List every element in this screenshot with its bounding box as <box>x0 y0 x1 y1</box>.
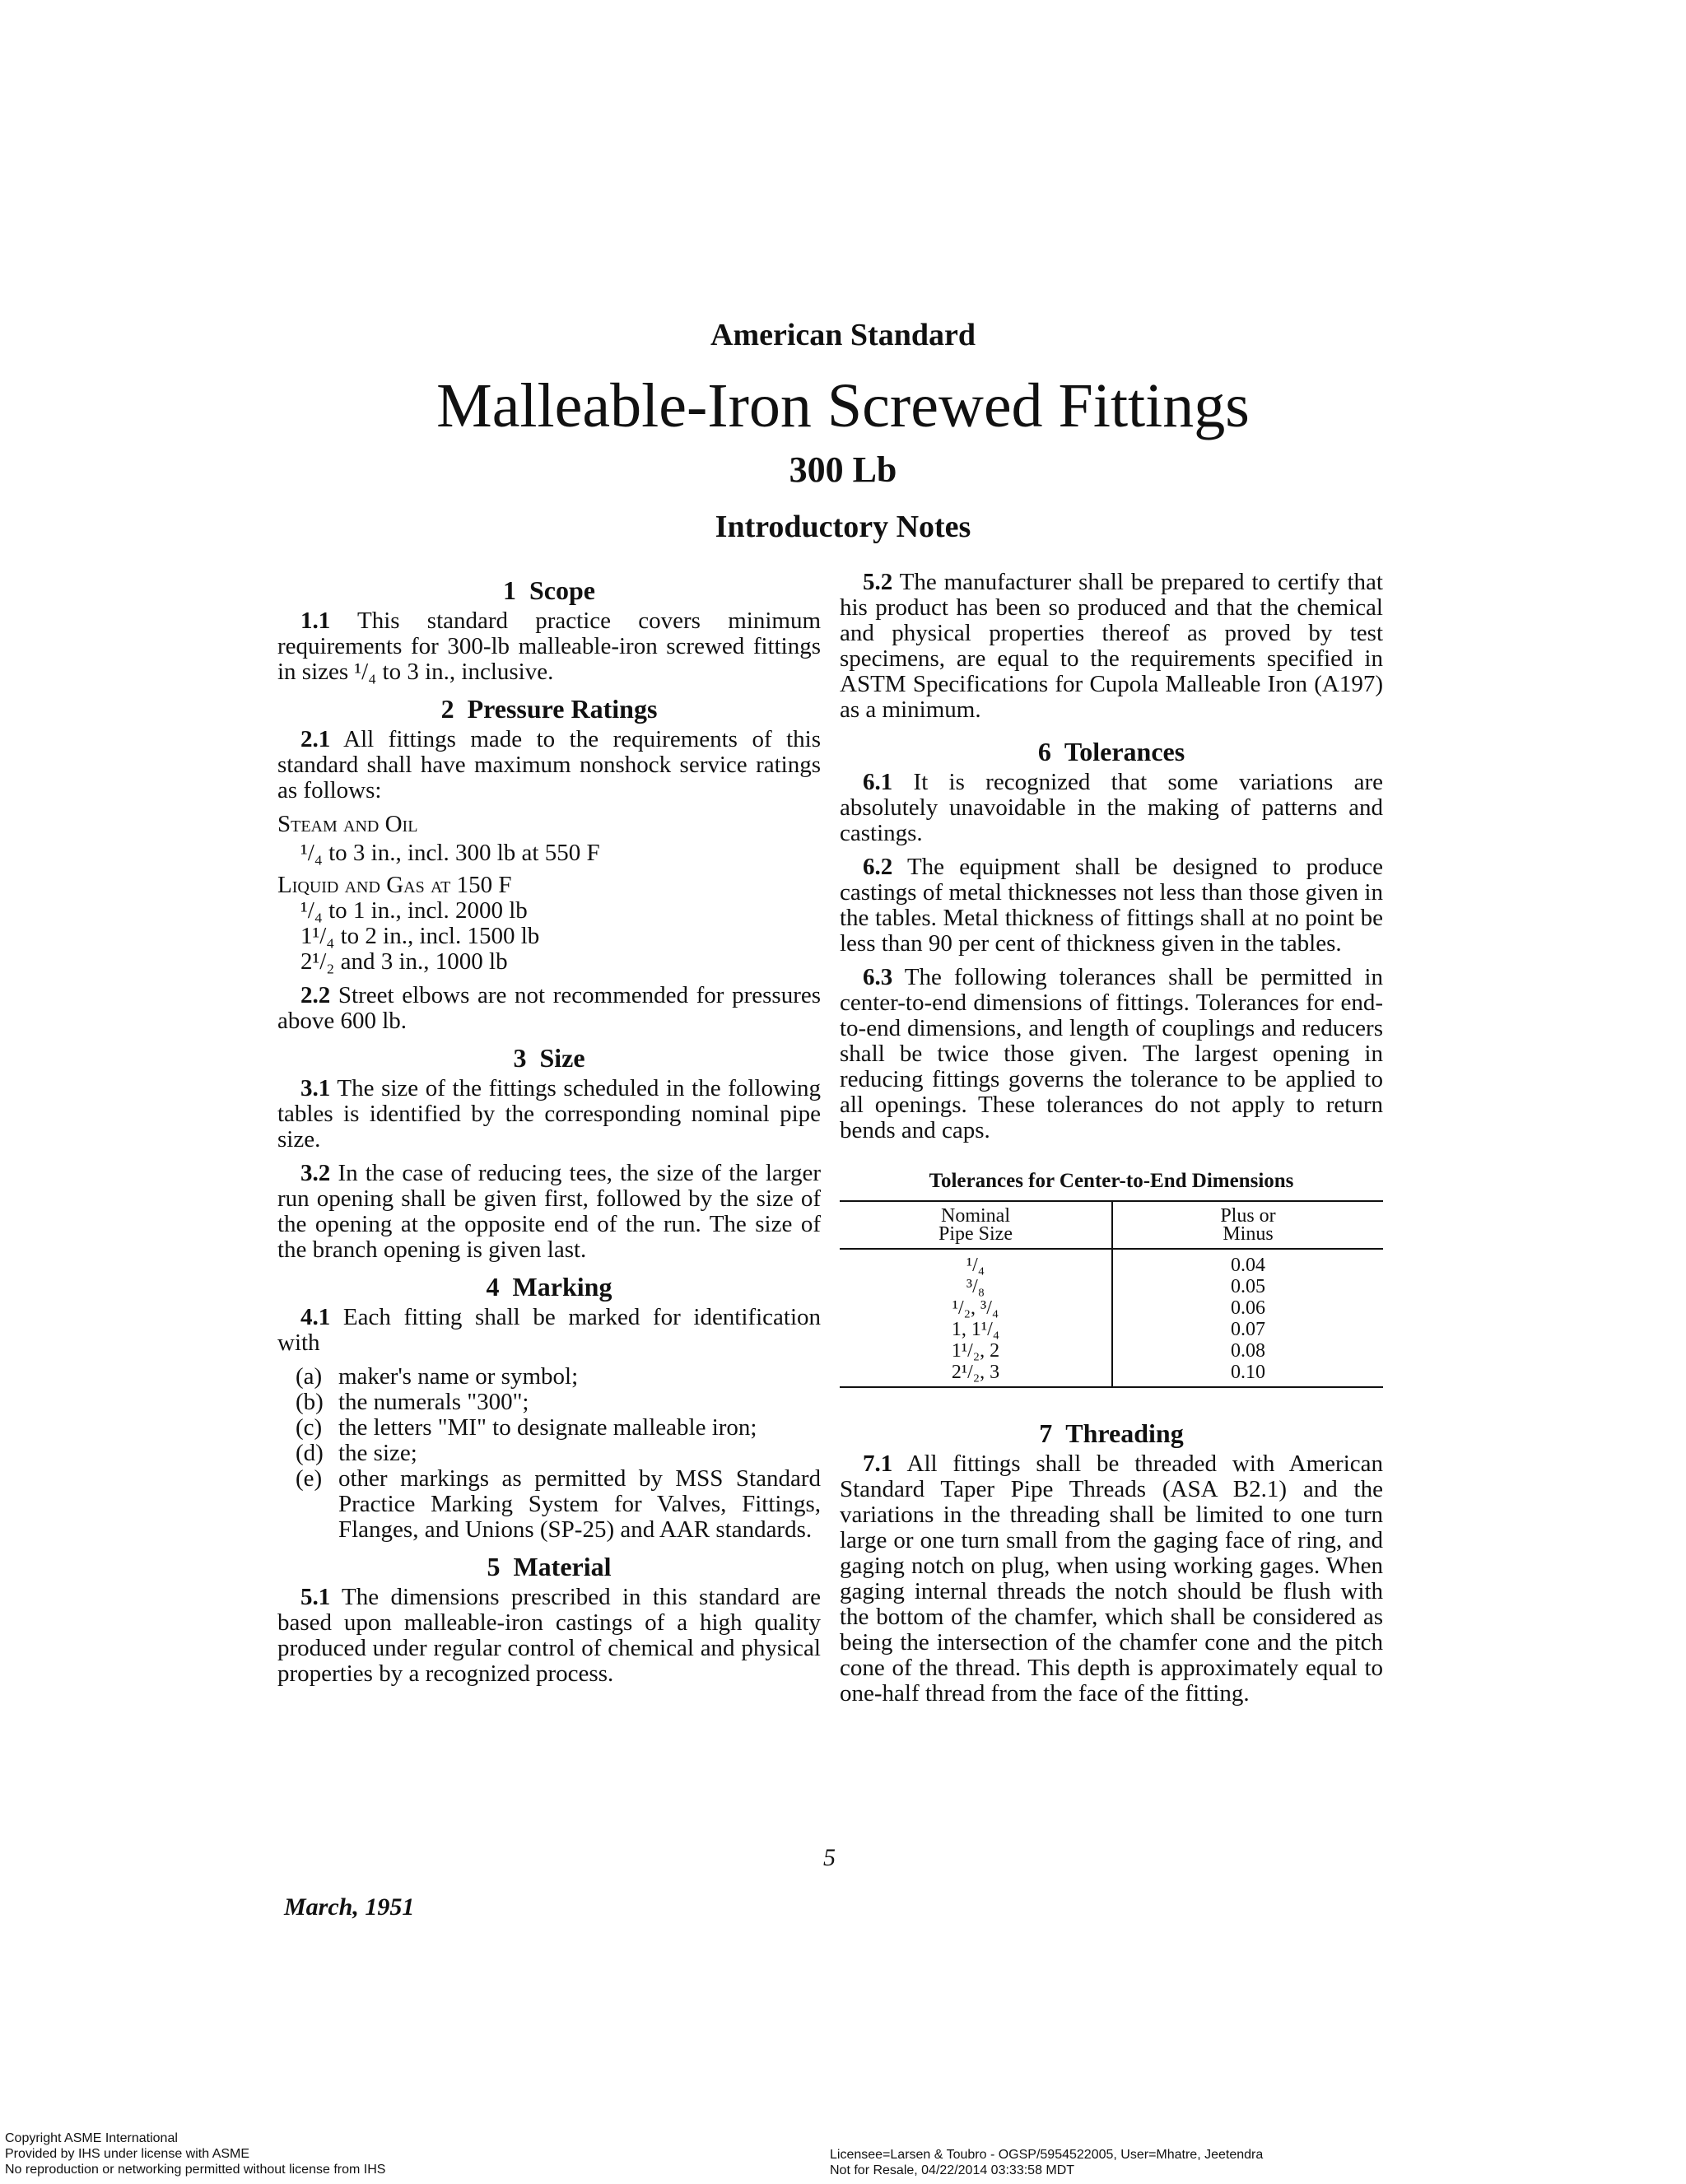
section-heading-size: 3 Size <box>513 1043 585 1073</box>
tolerance-table <box>840 1200 1383 1388</box>
column-header-nominal-pipe-size: Nominal Pipe Size <box>840 1201 1112 1249</box>
table-title: Tolerances for Center-to-End Dimensions <box>929 1170 1294 1192</box>
footer-copyright: Copyright ASME International Provided by IHS under license with ASME No reproduction or networking permitted without license from IHS <box>5 2131 386 2177</box>
paragraph-4-1: 4.1 Each fitting shall be marked for identification with <box>277 1304 821 1356</box>
steam-oil-rating: ¹/₄ to 3 in., incl. 300 lb at 550 F <box>300 840 600 866</box>
liquid-gas-rating: 1¹/₄ to 2 in., incl. 1500 lb <box>300 923 540 949</box>
footer-license: Licensee=Larsen & Toubro - OGSP/5954522005, User=Mhatre, Jeetendra Not for Resale, 04/22/2014 03:33:58 MDT <box>830 2148 1264 2177</box>
document-title: Malleable-Iron Screwed Fittings <box>436 371 1250 440</box>
pipe-size-cell: 1¹/₂, 2 <box>840 1340 1112 1362</box>
paragraph-3-2: 3.2 In the case of reducing tees, the size of the larger run opening shall be given first, followed by the size of the opening at the opposite end of the run. The size of the branch opening is given last. <box>277 1160 821 1263</box>
pipe-size-cell: ³/₈ <box>840 1276 1112 1297</box>
pipe-size-cell: 1, 1¹/₄ <box>840 1319 1112 1340</box>
liquid-gas-label: Liquid and Gas at 150 F <box>277 872 512 898</box>
tolerance-cell: 0.08 <box>1231 1340 1265 1362</box>
liquid-gas-rating: 2¹/₂ and 3 in., 1000 lb <box>300 948 508 975</box>
right-column <box>840 566 1383 1715</box>
section-heading-marking: 4 Marking <box>486 1272 612 1302</box>
paragraph-2-2: 2.2 Street elbows are not recommended for pressures above 600 lb. <box>277 982 822 1034</box>
paragraph-6-1: 6.1 It is recognized that some variations are absolutely unavoidable in the making of patterns and castings. <box>840 769 1384 846</box>
liquid-gas-rating: ¹/₄ to 1 in., incl. 2000 lb <box>300 897 528 924</box>
tolerance-cell: 0.07 <box>1231 1319 1265 1340</box>
table-row <box>840 1249 1383 1276</box>
table-header-row <box>840 1201 1383 1249</box>
section-heading-pressure-ratings: 2 Pressure Ratings <box>440 694 658 724</box>
tolerance-cell: 0.04 <box>1231 1255 1265 1276</box>
paragraph-6-3: 6.3 The following tolerances shall be permitted in center-to-end dimensions of fittings. Tolerances for end-to-end dimensions, and length of couplings and reducers shall be twice those given. The largest opening in reducing fittings governs the tolerance to be applied to all openings. These tolerances do not apply to return bends and caps. <box>840 964 1383 1143</box>
tolerance-cell: 0.06 <box>1231 1297 1265 1319</box>
table-row <box>840 1362 1383 1387</box>
document-subtitle: 300 Lb <box>789 449 897 490</box>
page-number: 5 <box>823 1844 836 1871</box>
paragraph-1-1: 1.1 This standard practice covers minimum requirements for 300-lb malleable-iron screwed fittings in sizes ¹/₄ to 3 in., inclusive. <box>277 608 822 685</box>
paragraph-3-1: 3.1 The size of the fittings scheduled in the following tables is identified by the corresponding nominal pipe size. <box>277 1075 821 1153</box>
paragraph-5-1: 5.1 The dimensions prescribed in this standard are based upon malleable-iron castings of a high quality produced under regular control of chemical and physical properties by a recognized process. <box>277 1584 821 1687</box>
section-heading-tolerances: 6 Tolerances <box>1037 737 1185 766</box>
marking-list-item: (a) maker's name or symbol; <box>296 1363 579 1390</box>
tolerance-cell: 0.10 <box>1112 1362 1383 1387</box>
paragraph-5-2: 5.2 The manufacturer shall be prepared to certify that his product has been so produced and that the chemical and physical properties thereof as proved by test specimens, are equal to the requirements specified in ASTM Specifications for Cupola Malleable Iron (A197) as a minimum. <box>840 569 1383 723</box>
issue-date: March, 1951 <box>284 1893 415 1921</box>
table-row <box>840 1319 1383 1340</box>
section-heading-scope: 1 Scope <box>503 575 595 605</box>
steam-oil-label: Steam and Oil <box>277 811 418 837</box>
pipe-size-cell: 2¹/₂, 3 <box>840 1362 1112 1387</box>
marking-list-item: (e) other markings as permitted by MSS Standard Practice Marking System for Valves, Fittings, Flanges, and Unions (SP-25) and AAR standards. <box>296 1465 821 1543</box>
pipe-size-cell: ¹/₂, ³/₄ <box>840 1297 1112 1319</box>
marking-list-item: (c) the letters "MI" to designate malleable iron; <box>296 1414 757 1441</box>
paragraph-6-2: 6.2 The equipment shall be designed to produce castings of metal thicknesses not less than those given in the tables. Metal thickness of fittings shall at no point be less than 90 per cent of thickness given in the tables. <box>840 854 1383 957</box>
standard-label: American Standard <box>710 318 976 352</box>
table-row <box>840 1297 1383 1319</box>
column-header-plus-or-minus: Plus or Minus <box>1112 1201 1383 1249</box>
left-column <box>277 566 821 1695</box>
paragraph-7-1: 7.1 All fittings shall be threaded with American Standard Taper Pipe Threads (ASA B2.1) and the variations in the threading shall be limited to one turn large or one turn small from the gaging face of ring, and gaging notch on plug, when using working gages. When gaging internal threads the notch should be flush with the bottom of the chamfer, which shall be considered as being the intersection of the chamfer cone and the pitch cone of the thread. This depth is approximately equal to one-half thread from the face of the fitting. <box>840 1451 1383 1707</box>
tolerance-cell: 0.05 <box>1231 1276 1265 1297</box>
paragraph-2-1: 2.1 All fittings made to the requirements of this standard shall have maximum nonshock service ratings as follows: <box>277 726 821 803</box>
pipe-size-cell: ¹/₄ <box>840 1249 1112 1276</box>
section-heading-threading: 7 Threading <box>1039 1418 1184 1448</box>
notes-heading: Introductory Notes <box>715 510 971 544</box>
marking-list-item: (b) the numerals "300"; <box>296 1389 529 1415</box>
marking-list-item: (d) the size; <box>296 1440 417 1466</box>
table-row <box>840 1340 1383 1362</box>
table-row <box>840 1276 1383 1297</box>
section-heading-material: 5 Material <box>487 1552 612 1581</box>
